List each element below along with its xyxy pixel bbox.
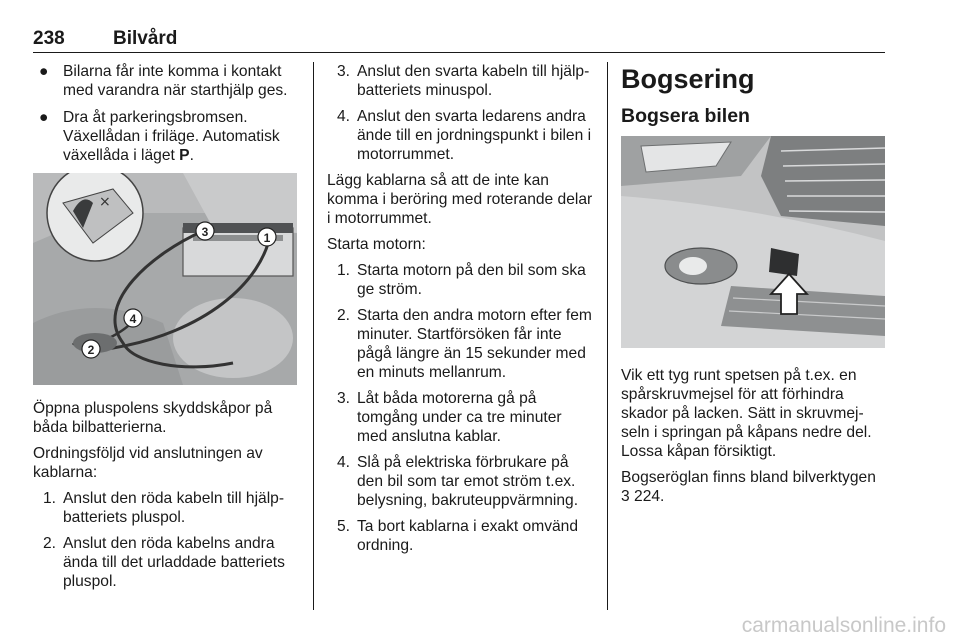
step-number: 3.: [337, 63, 351, 80]
numbered-step: [33, 489, 299, 527]
bullet-mark: ●: [39, 109, 49, 126]
page-ref-symbol: 3: [621, 488, 630, 505]
step-number: 4.: [337, 108, 351, 125]
tow-eye-cover-illustration: [621, 136, 885, 348]
step-number: 5.: [337, 518, 351, 535]
section-title: Bogsering: [621, 64, 755, 94]
step-text: Anslut den röda kabelns andra ända till det urladdade batteriets pluspol.: [63, 535, 285, 590]
watermark-text: carmanualsonline.info: [741, 614, 946, 637]
step-number: 1.: [337, 262, 351, 279]
step-text: Ta bort kablarna i exakt omvänd ordning.: [357, 518, 579, 554]
step-number: 2.: [43, 535, 57, 552]
step-number: 3.: [337, 390, 351, 407]
numbered-step: [327, 453, 593, 510]
step-text: Låt båda motorerna gå på tomgång under ca tre minuter med anslutna kablar.: [357, 390, 562, 445]
numbered-step: [33, 534, 299, 591]
numbered-step: [327, 261, 593, 299]
numbered-step: [327, 107, 593, 164]
tow-eye-location-text: Bogseröglan finns bland bilverktygen: [621, 469, 876, 486]
numbered-step: [327, 62, 593, 100]
page-ref-link[interactable]: 224.: [634, 488, 665, 505]
column-divider-2: [607, 62, 608, 610]
column-1: [33, 62, 299, 598]
bullet-item: [33, 108, 299, 165]
warning-text: Lägg kablarna så att de inte kan komma i beröring med roterande delar i motorrummet.: [327, 172, 593, 227]
step-text: Anslut den röda kabeln till hjälp-batteriets pluspol.: [63, 490, 285, 526]
page-number: 238: [33, 28, 65, 49]
order-intro: Ordningsföljd vid anslutningen av kablarna:: [33, 445, 263, 481]
numbered-step: [327, 306, 593, 382]
bullet-text: Bilarna får inte komma i kontakt med varandra när starthjälp ges.: [63, 63, 288, 99]
figure-label: 3: [201, 225, 209, 239]
step-text: Anslut den svarta ledarens andra ände till en jordningspunkt i bilen i motorrummet.: [357, 108, 592, 163]
step-number: 4.: [337, 454, 351, 471]
bullet-mark: ●: [39, 63, 49, 80]
tow-eye-location: [621, 468, 887, 506]
numbered-step: [327, 389, 593, 446]
numbered-step: [327, 517, 593, 555]
column-divider-1: [313, 62, 314, 610]
figure-label: 2: [87, 343, 95, 357]
figure-label: 1: [263, 231, 271, 245]
svg-text:×: ×: [99, 194, 111, 210]
step-text: Starta motorn på den bil som ska ge ström.: [357, 262, 586, 298]
column-2: [327, 62, 593, 562]
tow-instructions: Vik ett tyg runt spetsen på t.ex. en spårskruvmejsel för att förhindra skador på lacken. Sätt in skruvmej-seln i springan på kåpans nedre del. Lossa kåpan försiktigt.: [621, 367, 872, 460]
bullet-text: Dra åt parkeringsbromsen. Växellådan i friläge. Automatisk växellåda i läget: [63, 109, 280, 164]
figure-label: 4: [129, 312, 137, 326]
chapter-title: Bilvård: [113, 28, 178, 49]
caption-text: Öppna pluspolens skyddskåpor på båda bilbatterierna.: [33, 400, 273, 436]
step-text: Anslut den svarta kabeln till hjälp-batteriets minuspol.: [357, 63, 590, 99]
step-number: 2.: [337, 307, 351, 324]
gear-letter: P: [179, 147, 190, 164]
page-header: [33, 26, 885, 53]
column-3: [621, 62, 887, 513]
step-text: Slå på elektriska förbrukare på den bil som tar emot ström t.ex. belysning, bakruteuppvärmning.: [357, 454, 579, 509]
battery-jumpstart-illustration: [33, 173, 297, 385]
step-number: 1.: [43, 490, 57, 507]
start-intro: Starta motorn:: [327, 236, 426, 253]
section-subtitle: Bogsera bilen: [621, 105, 750, 127]
step-text: Starta den andra motorn efter fem minuter. Startförsöken får inte pågå längre än 15 sekunder med en minuts mellanrum.: [357, 307, 592, 381]
battery-illustration-svg: [33, 173, 297, 385]
car-front-illustration-svg: [621, 136, 885, 348]
bullet-item: [33, 62, 299, 100]
bullet-text-end: .: [189, 147, 194, 164]
